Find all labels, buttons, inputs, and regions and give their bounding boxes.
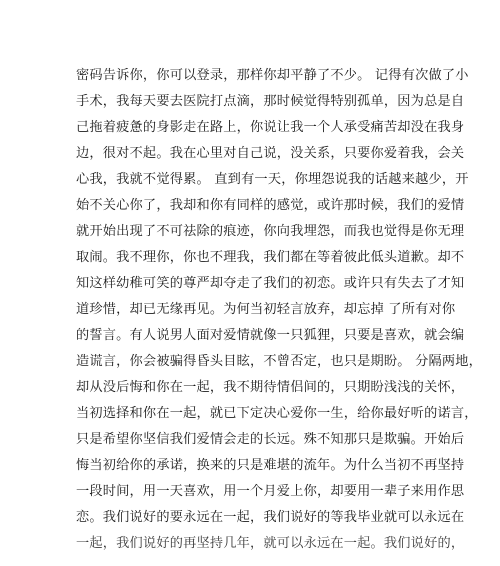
text-line: 却从没后悔和你在一起，我不期待情侣间的，只期盼浅浅的关怀，: [76, 380, 465, 395]
text-line: 己拖着疲惫的身影走在路上，你说让我一个人承受痛苦却没在我身: [76, 120, 465, 135]
document-body: [76, 63, 483, 557]
text-line: 知这样幼稚可笑的尊严却夺走了我们的初恋。或许只有失去了才知: [76, 276, 465, 291]
text-line: 只是希望你坚信我们爱情会走的长远。殊不知那只是欺骗。开始后: [76, 432, 465, 447]
text-line: 道珍惜，却已无缘再见。为何当初轻言放弃，却忘掉 了所有对你: [76, 302, 456, 317]
text-line: 始不关心你了，我却和你有同样的感觉，或许那时候，我们的爱情: [76, 198, 465, 213]
text-line: 一起，我们说好的再坚持几年，就可以永远在一起。我们说好的，: [76, 536, 465, 551]
text-line: 恋。我们说好的要永远在一起，我们说好的等我毕业就可以永远在: [76, 510, 465, 525]
text-line: 就开始出现了不可祛除的痕迹，你向我埋怨，而我也觉得是你无理: [76, 224, 465, 239]
text-line: 密码告诉你，你可以登录，那样你却平静了不少。 记得有次做了小: [76, 68, 469, 83]
text-line: 取闹。我不理你，你也不理我，我们都在等着彼此低头道歉。却不: [76, 250, 465, 265]
text-line: 悔当初给你的承诺，换来的只是难堪的流年。为什么当初不再坚持: [76, 458, 465, 473]
text-line: 心我，我就不觉得累。 直到有一天，你埋怨说我的话越来越少，开: [76, 172, 469, 187]
text-line: 当初选择和你在一起，就已下定决心爱你一生，给你最好听的诺言，: [76, 406, 478, 421]
text-line: 边，很对不起。我在心里对自己说，没关系，只要你爱着我，会关: [76, 146, 465, 161]
text-line: 一段时间，用一天喜欢，用一个月爱上你，却要用一辈子来用作思: [76, 484, 465, 499]
text-line: 手术，我每天要去医院打点滴，那时候觉得特别孤单，因为总是自: [76, 94, 465, 109]
text-line: 造谎言，你会被骗得昏头目眩，不曾否定，也只是期盼。 分隔两地，: [76, 354, 483, 369]
text-line: 的誓言。有人说男人面对爱情就像一只狐狸，只要是喜欢，就会编: [76, 328, 465, 343]
